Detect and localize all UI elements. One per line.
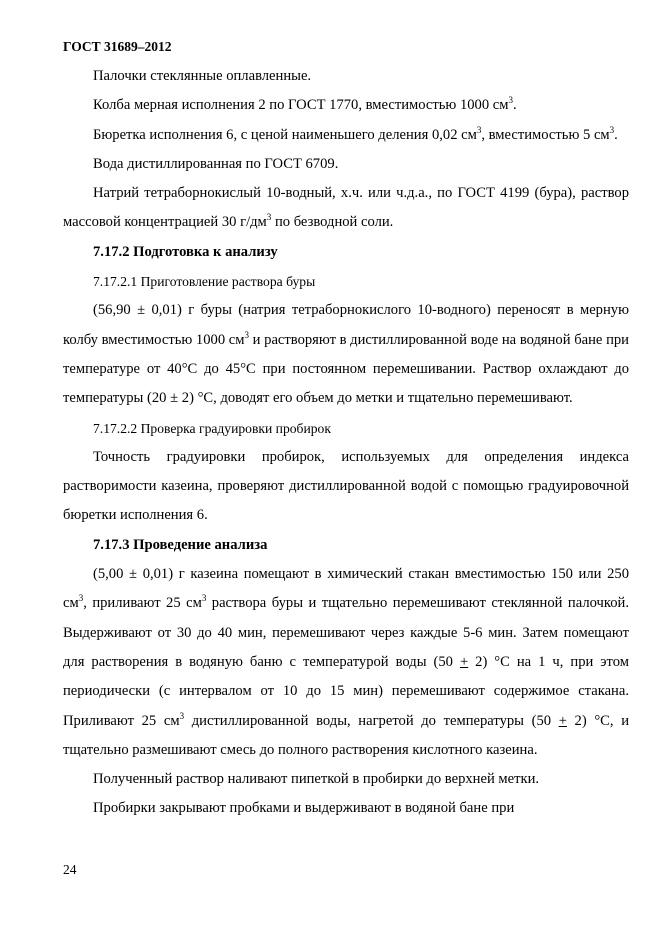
paragraph-pipette: Полученный раствор наливают пипеткой в пробирки до верхней метки. xyxy=(93,771,540,788)
paragraph-tubes-closed: Пробирки закрывают пробками и выдерживают в водяной бане при xyxy=(93,800,515,817)
page-number: 24 xyxy=(63,862,77,877)
paragraph-glass-rods: Палочки стеклянные оплавленные. xyxy=(93,68,312,84)
document-page xyxy=(63,36,629,824)
paragraph-borax-preparation: (56,90 ± 0,01) г буры (натрия тетраборнокислого 10-водного) переносят в мерную колбу вместимостью 1000 $см^3$ и растворяют в дистиллированной воде на водяной бане при температуре от 40°С до 45°С при постоянном перемешивании. Раствор охлаждают до температуры (20 ± 2) °С, доводят его объем до метки и тщательно перемешивают. xyxy=(63,302,629,407)
subsection-tube-calibration: 7.17.2.2 Проверка градуировки пробирок xyxy=(93,420,331,436)
section-heading-preparation: 7.17.2 Подготовка к анализу xyxy=(93,243,278,260)
paragraph-volumetric-flask: Колба мерная исполнения 2 по ГОСТ 1770, вместимостью 1000 $см^3$. xyxy=(93,95,517,114)
paragraph-borax: Натрий тетраборнокислый 10-водный, х.ч. или ч.д.а., по ГОСТ 4199 (бура), раствор массовой концентрацией 30 $г/дм^3$ по безводной соли. xyxy=(63,185,629,231)
paragraph-burette: Бюретка исполнения 6, с ценой наименьшего деления 0,02 $см^3$, вместимостью 5 $см^3$. xyxy=(93,124,618,143)
subsection-borax-solution: 7.17.2.1 Приготовление раствора буры xyxy=(93,274,316,290)
section-heading-analysis: 7.17.3 Проведение анализа xyxy=(93,536,268,553)
paragraph-distilled-water: Вода дистиллированная по ГОСТ 6709. xyxy=(93,155,339,172)
paragraph-calibration-accuracy: Точность градуировки пробирок, используемых для определения индекса растворимости казеина, проверяют дистиллированной водой с помощью градуировочной бюретки исполнения 6. xyxy=(63,448,629,524)
paragraph-analysis-procedure: (5,00 ± 0,01) г казеина помещают в химический стакан вместимостью 150 или 250 $см^3$, приливают 25 $см^3$ раствора буры и тщательно перемешивают стеклянной палочкой. Выдерживают от 30 до 40 мин, перемешивают через каждые 5-6 мин. Затем помещают для растворения в водяную баню с температурой воды (50 + 2) °С на 1 ч, при этом периодически (с интервалом от 10 до 15 мин) перемешивают содержимое стакана. Приливают 25 $см^3$ дистиллированной воды, нагретой до температуры (50 + 2) °С, и тщательно размешивают смесь до полного растворения кислотного казеина. xyxy=(63,566,629,758)
document-header: ГОСТ 31689–2012 xyxy=(63,39,172,54)
